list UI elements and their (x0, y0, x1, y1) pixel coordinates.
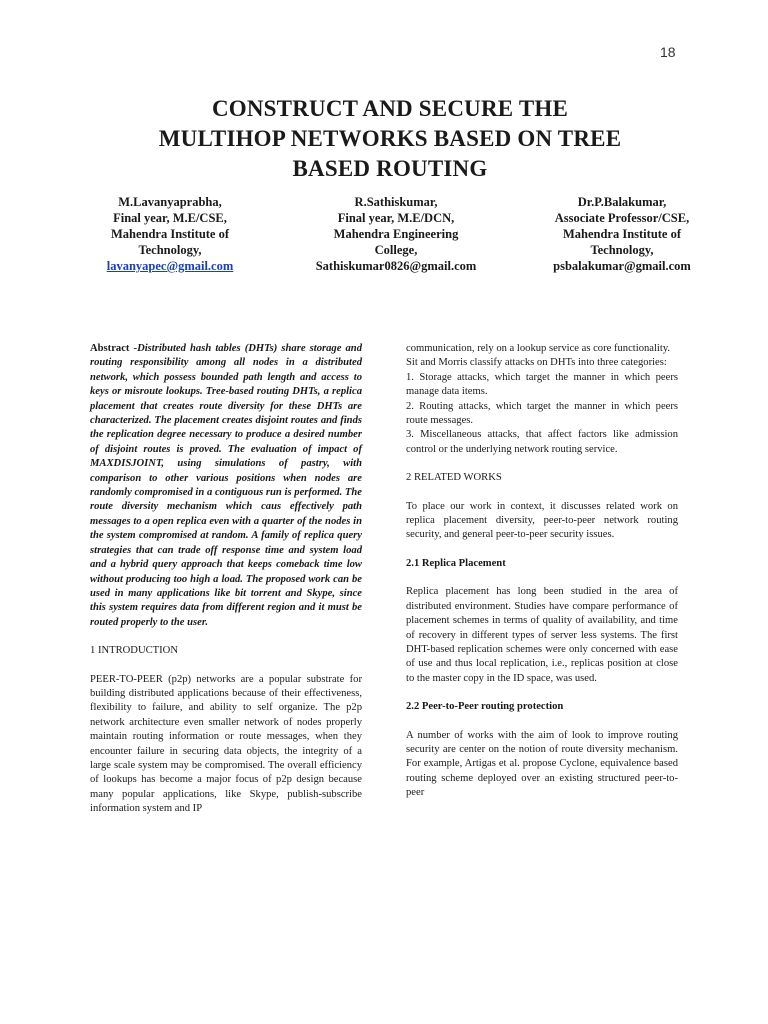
title-line-2: MULTIHOP NETWORKS BASED ON TREE (158, 126, 622, 151)
routing-protection-paragraph: A number of works with the aim of look to improve routing security are center on the notion of route diversity mechanism. For example, Artigas et al. propose Cyclone, equivalence based routing scheme deployed over an existing structured peer-to-peer (406, 729, 678, 799)
author-2 (296, 194, 496, 274)
list-item: 1. Storage attacks, which target the manner in which peers manage data items. (406, 371, 678, 398)
author-affiliation: Technology, (138, 243, 202, 257)
author-affiliation: Mahendra Institute of (562, 227, 682, 241)
replica-placement-paragraph: Replica placement has long been studied in the area of distributed environment. Studies have compare performance of placement schemes in terms of quality of availability, and time of recovery in different types of server less systems. The first DHT-based replication schemes were only concerned with ease of use and thus local replication, i.e., replicas position at close to the master copy in the ID space, was used. (406, 586, 678, 684)
subsection-heading-replica-placement: 2.1 Replica Placement (406, 557, 506, 569)
author-1 (70, 194, 270, 274)
author-name: R.Sathiskumar, (354, 195, 438, 209)
author-affiliation: Mahendra Institute of (110, 227, 230, 241)
intro-paragraph-continued: communication, rely on a lookup service as core functionality. (406, 343, 671, 354)
intro-paragraph: Sit and Morris classify attacks on DHTs into three categories: (406, 357, 667, 369)
author-3 (522, 194, 722, 274)
section-heading-introduction: 1 INTRODUCTION (90, 645, 178, 657)
author-role: Final year, M.E/DCN, (337, 211, 455, 225)
paper-title (90, 94, 690, 184)
list-item: 2. Routing attacks, which target the manner in which peers route messages. (406, 400, 678, 427)
author-role: Associate Professor/CSE, (554, 211, 690, 225)
list-item: 3. Miscellaneous attacks, that affect factors like admission control or the underlying network routing service. (406, 429, 678, 455)
section-heading-related-works: 2 RELATED WORKS (406, 472, 502, 484)
author-email: psbalakumar@gmail.com (553, 259, 691, 273)
author-affiliation: Technology, (590, 243, 654, 257)
abstract (90, 342, 362, 630)
page-number: 18 (660, 44, 676, 60)
author-email: Sathiskumar0826@gmail.com (315, 259, 477, 273)
intro-paragraph: PEER-TO-PEER (p2p) networks are a popular substrate for building distributed applications because of their effectiveness, flexibility to failure, and ability to self organize. The p2p network architecture even smaller network of nodes properly maintain routing information or route messages, when they encounter failure in securing data objects, the integrity of a large scale system may be compromised. The overall efficiency of lookups has become a major focus of p2p design because many popular applications, like Skype, publish-subscribe information system and IP (90, 673, 362, 815)
right-column (406, 342, 678, 801)
author-affiliation: Mahendra Engineering (333, 227, 459, 241)
abstract-label: Abstract - (90, 343, 138, 354)
author-name: Dr.P.Balakumar, (577, 195, 667, 209)
author-name: M.Lavanyaprabha, (118, 195, 222, 209)
abstract-text: Distributed hash tables (DHTs) share storage and routing responsibility among all nodes in a distributed network, which possess bounded path length and access to keys or misroute lookups. Tree-based routing DHTs, a replica placement that creates route diversity for these DHTs are characterized. The placement creates disjoint routes and finds the replication degree necessary to produce a desired number of disjoint routes is proved. The evaluation of impact of MAXDISJOINT, using simulations of pastry, with comparison to other various positions when nodes are randomly compromised in a contiguous run is performed. The route diversity mechanism which caus effectively path messages to a open replica even with a quarter of the nodes in the system compromised at random. A family of replica query strategies that can trade off response time and system load and a hybrid query approach that keeps comeback time low without producing too high a load. The proposed work can be used in many applications like bit torrent and Skype, since this system requires data from different region and it must be routed properly to the user. (90, 343, 362, 628)
author-affiliation: College, (374, 243, 418, 257)
title-line-1: CONSTRUCT AND SECURE THE (211, 96, 569, 121)
author-role: Final year, M.E/CSE, (113, 211, 227, 225)
author-block (70, 194, 722, 274)
author-email-link[interactable]: lavanyapec@gmail.com (106, 259, 234, 273)
subsection-heading-routing-protection: 2.2 Peer-to-Peer routing protection (406, 701, 564, 713)
related-paragraph: To place our work in context, it discusses related work on replica placement diversity, peer-to-peer network routing security, and general peer-to-peer security issues. (406, 500, 678, 541)
left-column (90, 342, 362, 817)
title-line-3: BASED ROUTING (292, 156, 488, 181)
